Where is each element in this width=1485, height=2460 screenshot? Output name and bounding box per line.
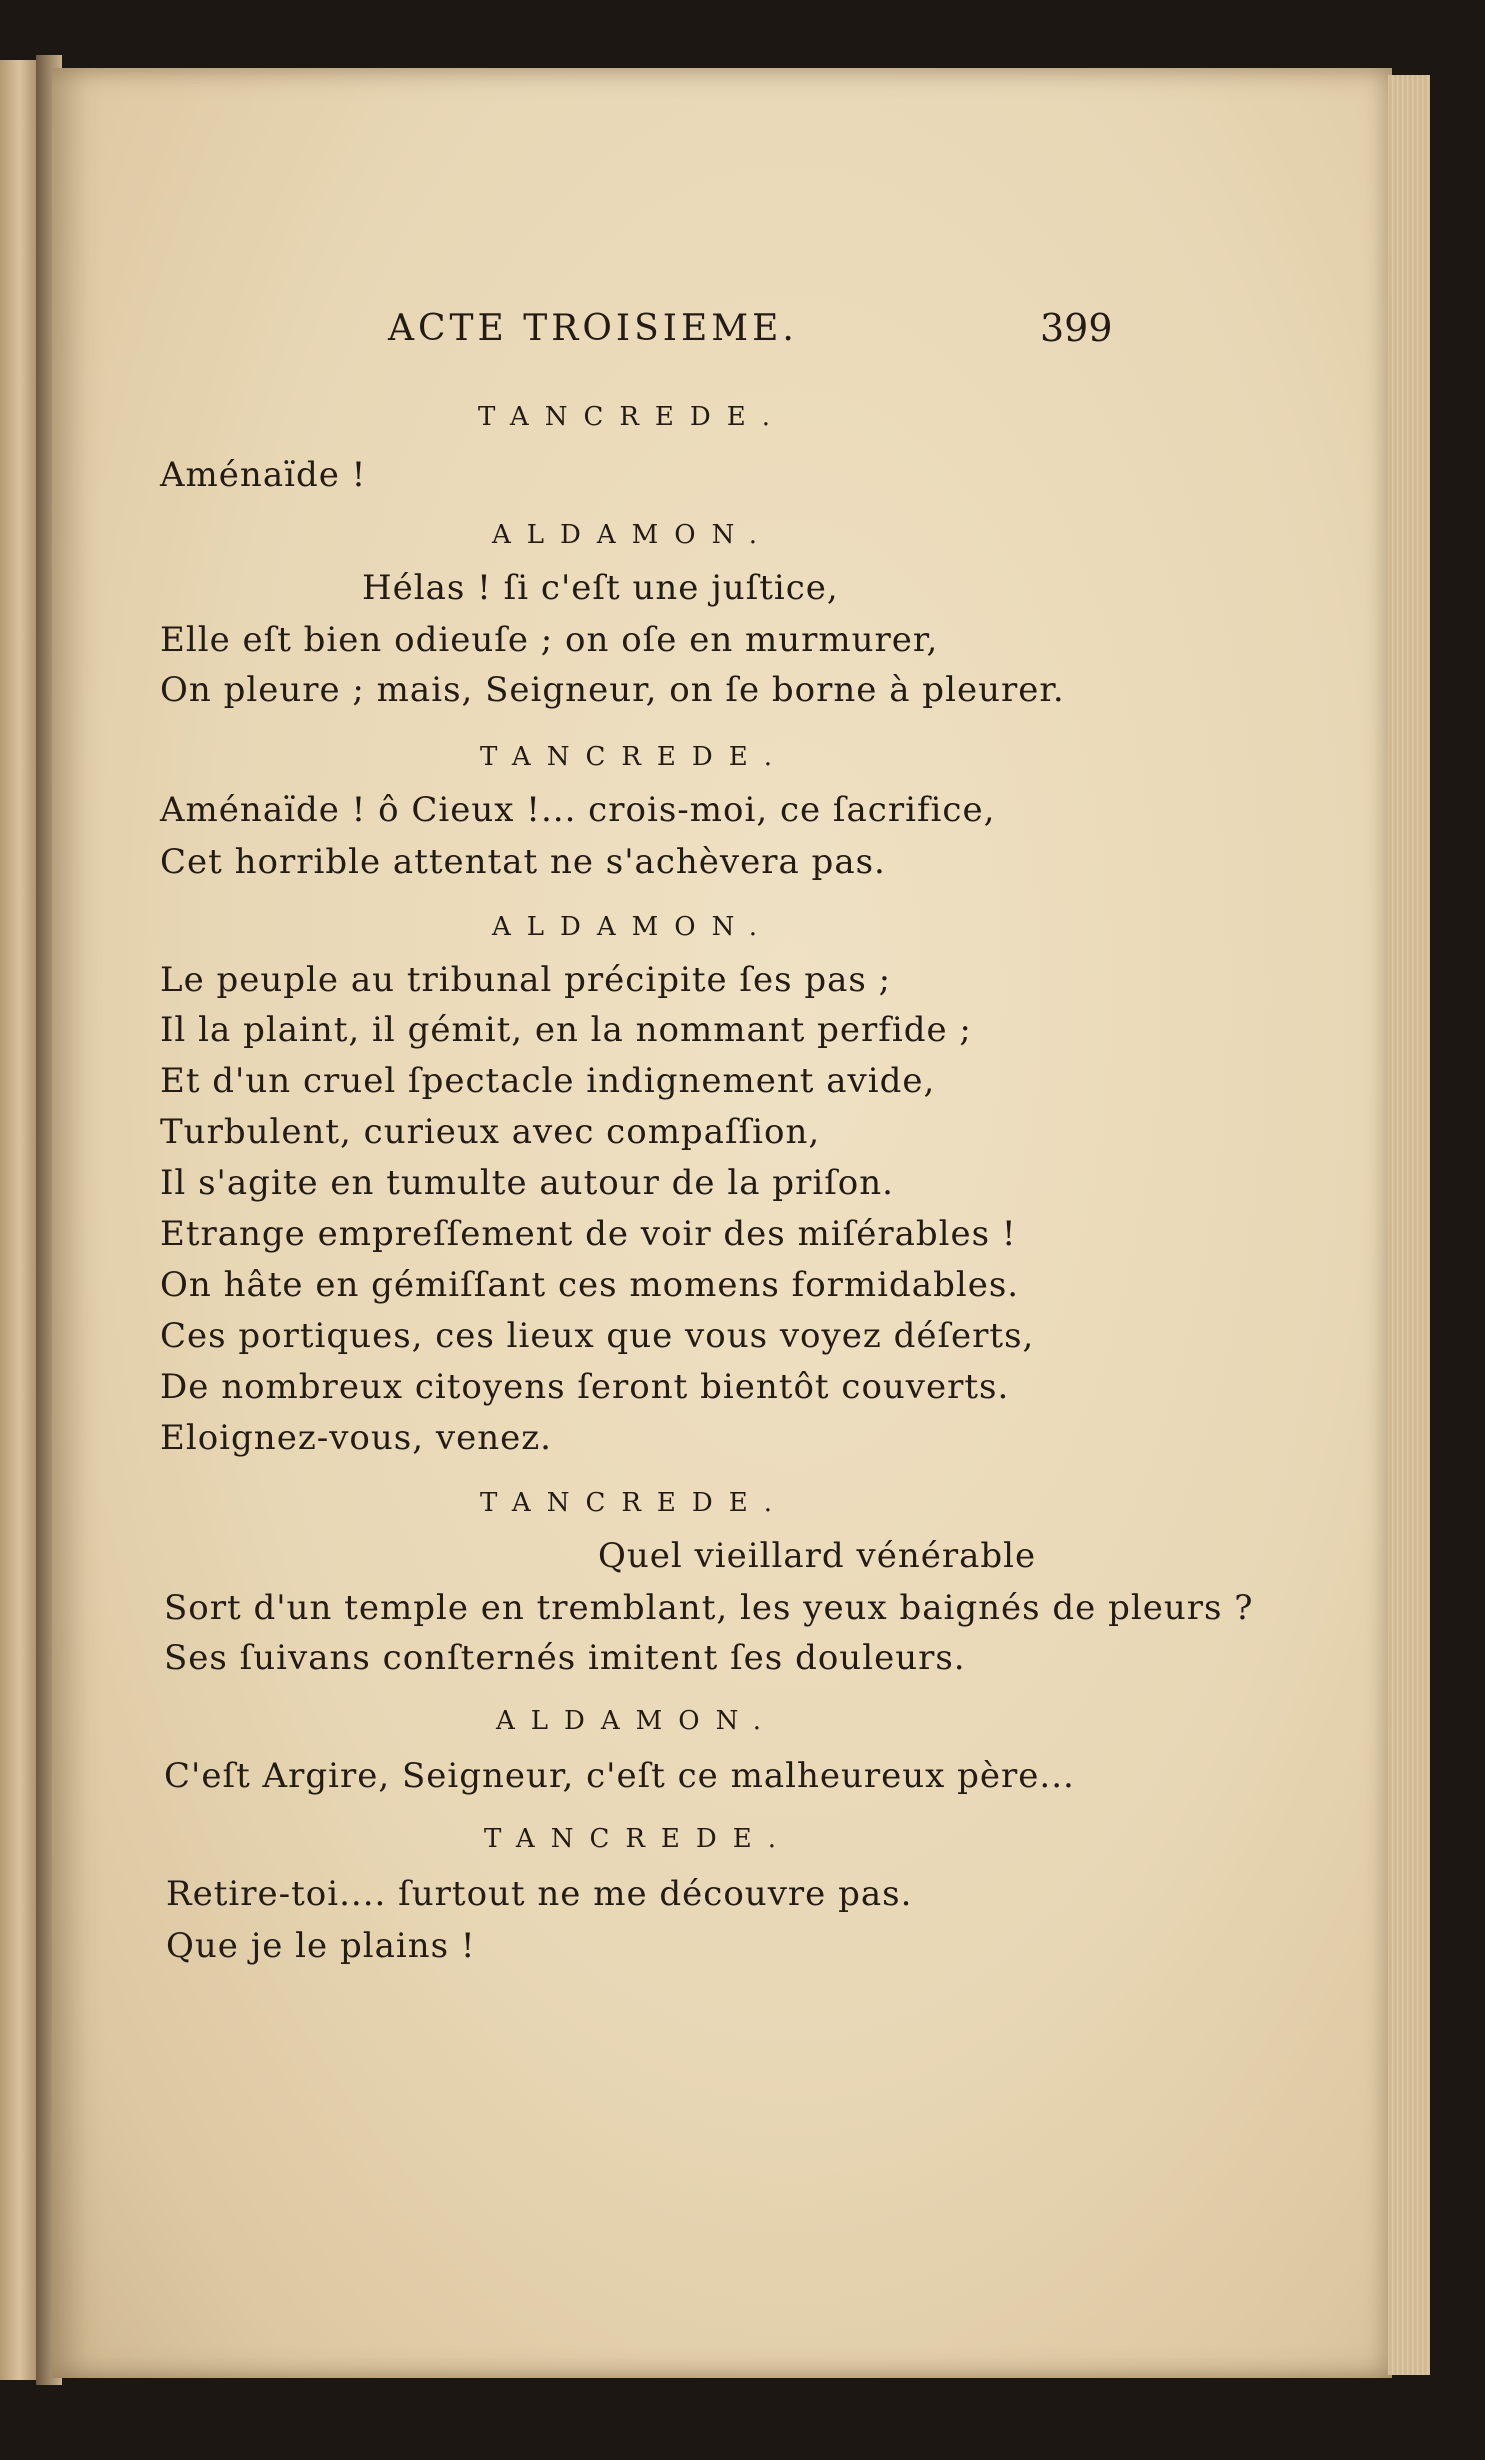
- verse-line: On pleure ; mais, Seigneur, on ſe borne à pleurer.: [160, 670, 1065, 710]
- verse-line: Ses ſuivans conſternés imitent ſes douleurs.: [164, 1638, 966, 1678]
- speaker-heading: ALDAMON.: [496, 1706, 777, 1736]
- page-number: 399: [1040, 306, 1113, 350]
- verse-line: Etrange empreſſement de voir des miſérables !: [160, 1214, 1017, 1254]
- page-stack-edge: [1388, 75, 1430, 2375]
- verse-line: Cet horrible attentat ne s'achèvera pas.: [160, 842, 886, 882]
- verse-line: C'eſt Argire, Seigneur, c'eſt ce malheureux père...: [164, 1756, 1075, 1796]
- verse-line: Hélas ! ſi c'eſt une juſtice,: [362, 568, 839, 608]
- speaker-heading: TANCREDE.: [478, 402, 786, 432]
- verse-line: Il la plaint, il gémit, en la nommant perfide ;: [160, 1010, 972, 1050]
- running-head-title: ACTE TROISIEME.: [388, 308, 798, 349]
- verse-line: Il s'agite en tumulte autour de la priſon.: [160, 1163, 894, 1203]
- verse-line: Que je le plains !: [166, 1926, 476, 1966]
- verse-line: Et d'un cruel ſpectacle indignement avide,: [160, 1061, 936, 1101]
- verse-line: On hâte en gémiſſant ces momens formidables.: [160, 1265, 1020, 1305]
- verse-line: Aménaïde !: [160, 455, 367, 495]
- verse-line: Ces portiques, ces lieux que vous voyez déſerts,: [160, 1316, 1035, 1356]
- speaker-heading: TANCREDE.: [480, 1488, 788, 1518]
- verse-line: Quel vieillard vénérable: [598, 1536, 1037, 1576]
- speaker-heading: ALDAMON.: [492, 520, 773, 550]
- verse-line: Retire-toi.... ſurtout ne me découvre pas.: [166, 1874, 913, 1914]
- verse-line: Le peuple au tribunal précipite ſes pas ;: [160, 960, 892, 1000]
- speaker-heading: TANCREDE.: [484, 1824, 792, 1854]
- speaker-heading: TANCREDE.: [480, 742, 788, 772]
- verse-line: Eloignez-vous, venez.: [160, 1418, 552, 1458]
- verse-line: Turbulent, curieux avec compaſſion,: [160, 1112, 821, 1152]
- verse-line: Aménaïde ! ô Cieux !... crois-moi, ce ſacrifice,: [160, 790, 996, 830]
- verse-line: Sort d'un temple en tremblant, les yeux baignés de pleurs ?: [164, 1588, 1254, 1628]
- verse-line: Elle eſt bien odieuſe ; on oſe en murmurer,: [160, 620, 939, 660]
- speaker-heading: ALDAMON.: [492, 912, 773, 942]
- verse-line: De nombreux citoyens ſeront bientôt couverts.: [160, 1367, 1010, 1407]
